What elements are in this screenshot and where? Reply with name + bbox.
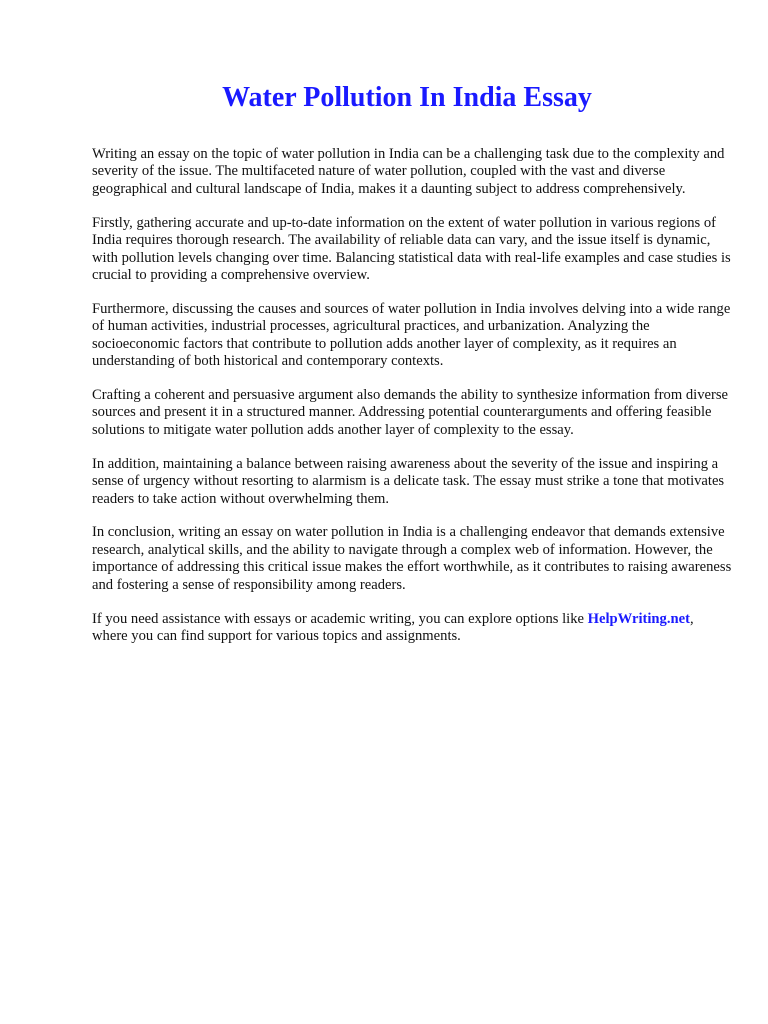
- paragraph-5: In addition, maintaining a balance between raising awareness about the severity of the issue and inspiring a sense of urgency without resorting to alarmism is a delicate task. The essay must strike a tone that motivates readers to take action without overwhelming them.: [92, 455, 725, 507]
- helpwriting-link[interactable]: HelpWriting.net: [587, 610, 690, 627]
- closing-text-before: If you need assistance with essays or academic writing, you can explore options like: [92, 610, 588, 627]
- paragraph-1: Writing an essay on the topic of water pollution in India can be a challenging task due to the complexity and severity of the issue. The multifaceted nature of water pollution, coupled with the vast and diverse geographical and cultural landscape of India, makes it a daunting subject to address comprehensively.: [92, 146, 725, 197]
- page-title: Water Pollution In India Essay: [222, 82, 592, 113]
- paragraph-4: Crafting a coherent and persuasive argument also demands the ability to synthesize information from diverse sources and present it in a structured manner. Addressing potential counterarguments and offering feasible solutions to mitigate water pollution adds another layer of complexity to the essay.: [92, 386, 728, 438]
- closing-paragraph: [92, 611, 732, 646]
- essay-body: [92, 146, 732, 662]
- paragraph-6: In conclusion, writing an essay on water pollution in India is a challenging endeavor that demands extensive research, analytical skills, and the ability to navigate through a complex web of information. However, the importance of addressing this critical issue makes the effort worthwhile, as it contributes to raising awareness and fostering a sense of responsibility among readers.: [92, 524, 732, 593]
- paragraph-3: Furthermore, discussing the causes and sources of water pollution in India involves delving into a wide range of human activities, industrial processes, agricultural practices, and urbanization. Analyzing the socioeconomic factors that contribute to pollution adds another layer of complexity, as it requires an understanding of both historical and contemporary contexts.: [92, 300, 731, 370]
- paragraph-2: Firstly, gathering accurate and up-to-date information on the extent of water pollution in various regions of India requires thorough research. The availability of reliable data can vary, and the issue itself is dynamic, with pollution levels changing over time. Balancing statistical data with real-life examples and case studies is crucial to providing a comprehensive overview.: [92, 214, 731, 283]
- closing-text-after: , where you can find support for various topics and assignments.: [92, 610, 694, 644]
